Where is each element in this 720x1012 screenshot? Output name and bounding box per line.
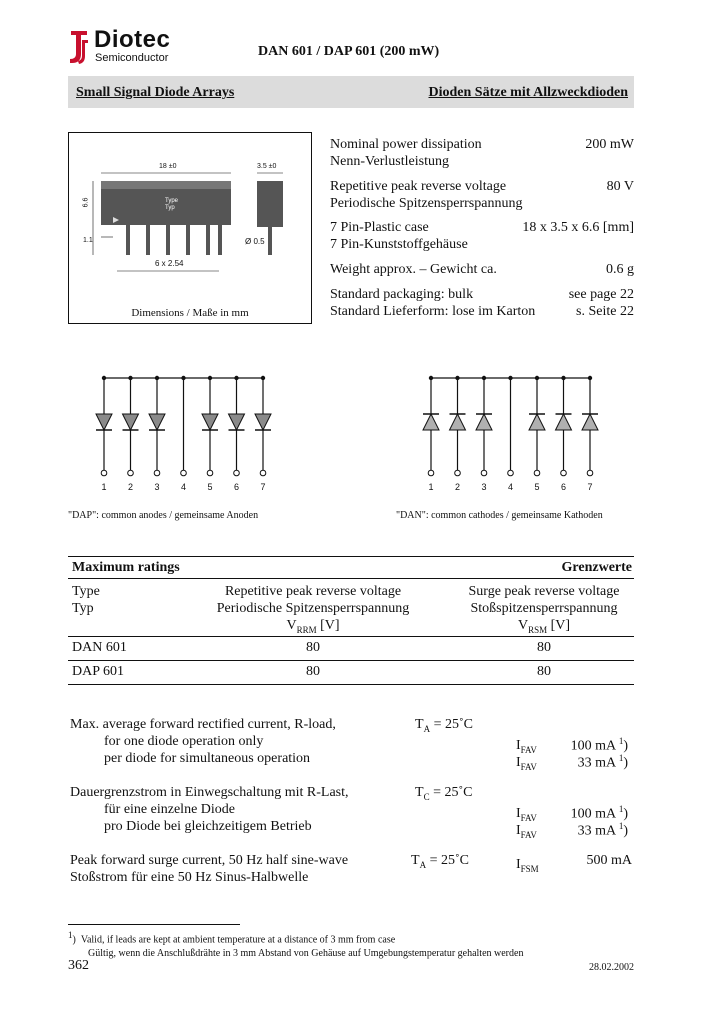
col-vrrm-header: Repetitive peak reverse voltage [224,584,402,599]
spec-label-de: Nenn-Verlustleistung [330,154,449,169]
body-label-typ: Typ [165,205,175,211]
body-label-type: Type [165,198,179,204]
dan-pin-terminal [534,470,540,476]
ratings-top-rule [68,556,634,557]
dap-pin-number: 2 [127,482,134,492]
param-value: 100 mA $^1$) [570,736,628,754]
param-symbol: $I_{FAV}$ [516,755,537,772]
dap-pin-terminal [181,470,187,476]
param-label: für eine einzelne Diode [104,802,235,817]
spec-value: 200 mW [585,137,634,152]
param-symbol: $I_{FSM}$ [516,857,539,874]
dap-pin-number: 4 [180,482,187,492]
footnote: $^1$) Valid, if leads are kept at ambient temperature at a distance of 3 mm from case Gültig, wenn die Anschlußdrähte in 3 mm Abstand von Gehäuse auf Umgebungstemperatur gehalten werden [68,930,524,960]
dan-pin-number: 3 [481,482,487,492]
param-symbol: $I_{FAV}$ [516,738,537,755]
dan-pin-number: 4 [507,482,514,492]
param-value: 33 mA $^1$) [577,753,628,771]
dap-pin-terminal [128,470,134,476]
brand-name: Diotec [94,26,171,53]
dap-diode-symbol [229,414,245,430]
cell-vrsm: 80 [537,664,551,679]
dap-pin-terminal [234,470,240,476]
dan-diode-symbol [556,414,572,430]
dap-diode-symbol [255,414,271,430]
dap-caption: "DAP": common anodes / gemeinsame Anoden [68,510,259,521]
spec-row [330,219,634,253]
col-vrsm-header: Surge peak reverse voltage [468,584,620,599]
diotec-logo-icon [68,28,90,66]
dan-pin-number: 2 [454,482,461,492]
dimension-drawing [68,132,312,324]
spec-value-de: s. Seite 22 [576,304,634,319]
dan-pin-terminal [561,470,567,476]
col-type-header: Type [72,584,100,599]
ratings-title-de: Grenzwerte [561,560,632,575]
document-date: 28.02.2002 [589,962,634,973]
param-value: 500 mA [586,853,632,868]
spec-label: Repetitive peak reverse voltage [330,179,507,194]
dap-pin-number: 1 [101,482,107,492]
col-type-header-de: Typ [72,601,94,616]
dan-pin-terminal [508,470,514,476]
spec-value: 80 V [606,179,634,194]
ratings-title: Maximum ratings [72,560,180,575]
dap-pin-terminal [207,470,213,476]
param-condition: $T_A$ = 25˚C [411,853,469,870]
row-rule [68,660,634,661]
param-value: 100 mA $^1$) [570,804,628,822]
dan-diode-symbol [529,414,545,430]
dap-diode-symbol [149,414,165,430]
page-number: 362 [68,958,89,973]
spec-label: Nominal power dissipation [330,137,482,152]
param-label: Peak forward surge current, 50 Hz half sine-wave [70,853,349,868]
spec-label: 7 Pin-Plastic case [330,220,429,235]
dim-pin: Ø 0.5 [245,237,265,246]
spec-label-de: 7 Pin-Kunststoffgehäuse [330,237,468,252]
ratings-header-rule [68,636,634,637]
cell-vrsm: 80 [537,640,551,655]
dan-pin-terminal [587,470,593,476]
param-symbol: $I_{FAV}$ [516,806,537,823]
param-condition: $T_C$ = 25˚C [415,785,473,802]
param-label: per diode for simultaneous operation [104,751,311,766]
col-vrsm-symbol: $V_{RSM}$ [V] [517,618,571,635]
dim-height: 6.6 [82,197,90,208]
spec-value: 18 x 3.5 x 6.6 [mm] [522,220,634,235]
dan-pin-terminal [455,470,461,476]
dim-pitch: 6 x 2.54 [155,259,184,268]
brand-subtitle: Semiconductor [95,52,169,64]
cell-type: DAN 601 [72,640,127,655]
dan-diode-symbol [423,414,439,430]
page-title: DAN 601 / DAP 601 (200 mW) [258,44,440,59]
footnote-line-de: Gültig, wenn die Anschlußdrähte in 3 mm Abstand von Gehäuse auf Umgebungstemperatur gehalten werden [88,948,524,960]
spec-row [330,136,634,170]
brand-logo [68,28,198,68]
param-label: Dauergrenzstrom in Einwegschaltung mit R-Last, [70,785,349,800]
dap-pin-terminal [260,470,266,476]
dan-caption: "DAN": common cathodes / gemeinsame Kathoden [396,510,603,521]
dap-pin-number: 5 [207,482,213,492]
param-label: Max. average forward rectified current, R-load, [70,717,336,732]
dim-lead: 1.1 [83,237,93,244]
dap-pin-terminal [101,470,107,476]
dap-pin-number: 7 [260,482,266,492]
spec-label-de: Periodische Spitzensperrspannung [330,196,523,211]
dap-diode-symbol [123,414,139,430]
param-label: Stoßstrom für eine 50 Hz Sinus-Halbwelle [70,870,309,885]
ratings-bottom-rule [68,684,634,685]
dan-pin-number: 7 [587,482,593,492]
package-drawing [69,133,311,303]
dap-pin-terminal [154,470,160,476]
dim-width: 3.5 ±0 [257,163,277,170]
dan-diode-symbol [476,414,492,430]
param-label: for one diode operation only [104,734,264,749]
param-value: 33 mA $^1$) [577,821,628,839]
col-vrsm-header-de: Stoßspitzensperrspannung [470,601,618,616]
spec-row [330,178,634,212]
dim-length: 18 ±0 [159,163,177,170]
param-condition: $T_A$ = 25˚C [415,717,473,734]
spec-label: Standard packaging: bulk [330,287,474,302]
title-band [68,76,634,108]
ratings-title-rule [68,578,634,579]
col-vrrm-header-de: Periodische Spitzensperrspannung [216,601,410,616]
spec-value: see page 22 [568,287,634,302]
col-vrrm-symbol: $V_{RRM}$ [V] [286,618,340,635]
spec-list [330,136,634,322]
spec-row [330,261,634,278]
footnote-ref: 1 [68,930,73,940]
spec-value: 0.6 g [606,262,634,277]
circuit-diagrams [0,370,720,500]
dan-pin-terminal [481,470,487,476]
dap-pin-number: 6 [233,482,240,492]
drawing-caption: Dimensions / Maße in mm [131,307,249,319]
spec-row [330,286,634,320]
cell-vrrm: 80 [306,640,320,655]
cell-vrrm: 80 [306,664,320,679]
param-label: pro Diode bei gleichzeitigem Betrieb [104,819,312,834]
dan-diode-symbol [450,414,466,430]
footnote-line: Valid, if leads are kept at ambient temperature at a distance of 3 mm from case [80,934,396,946]
dap-diode-symbol [202,414,218,430]
param-symbol: $I_{FAV}$ [516,823,537,840]
spec-label-de: Standard Lieferform: lose im Karton [330,304,536,319]
dap-pin-number: 3 [154,482,160,492]
band-left-title: Small Signal Diode Arrays [76,85,235,100]
spec-label: Weight approx. – Gewicht ca. [330,262,497,277]
dan-diode-symbol [582,414,598,430]
dap-diode-symbol [96,414,112,430]
band-right-title: Dioden Sätze mit Allzweckdioden [428,85,628,100]
dan-pin-number: 5 [534,482,540,492]
cell-type: DAP 601 [72,664,124,679]
dan-pin-number: 1 [428,482,434,492]
dan-pin-number: 6 [560,482,567,492]
footnote-rule [68,924,240,925]
dan-pin-terminal [428,470,434,476]
